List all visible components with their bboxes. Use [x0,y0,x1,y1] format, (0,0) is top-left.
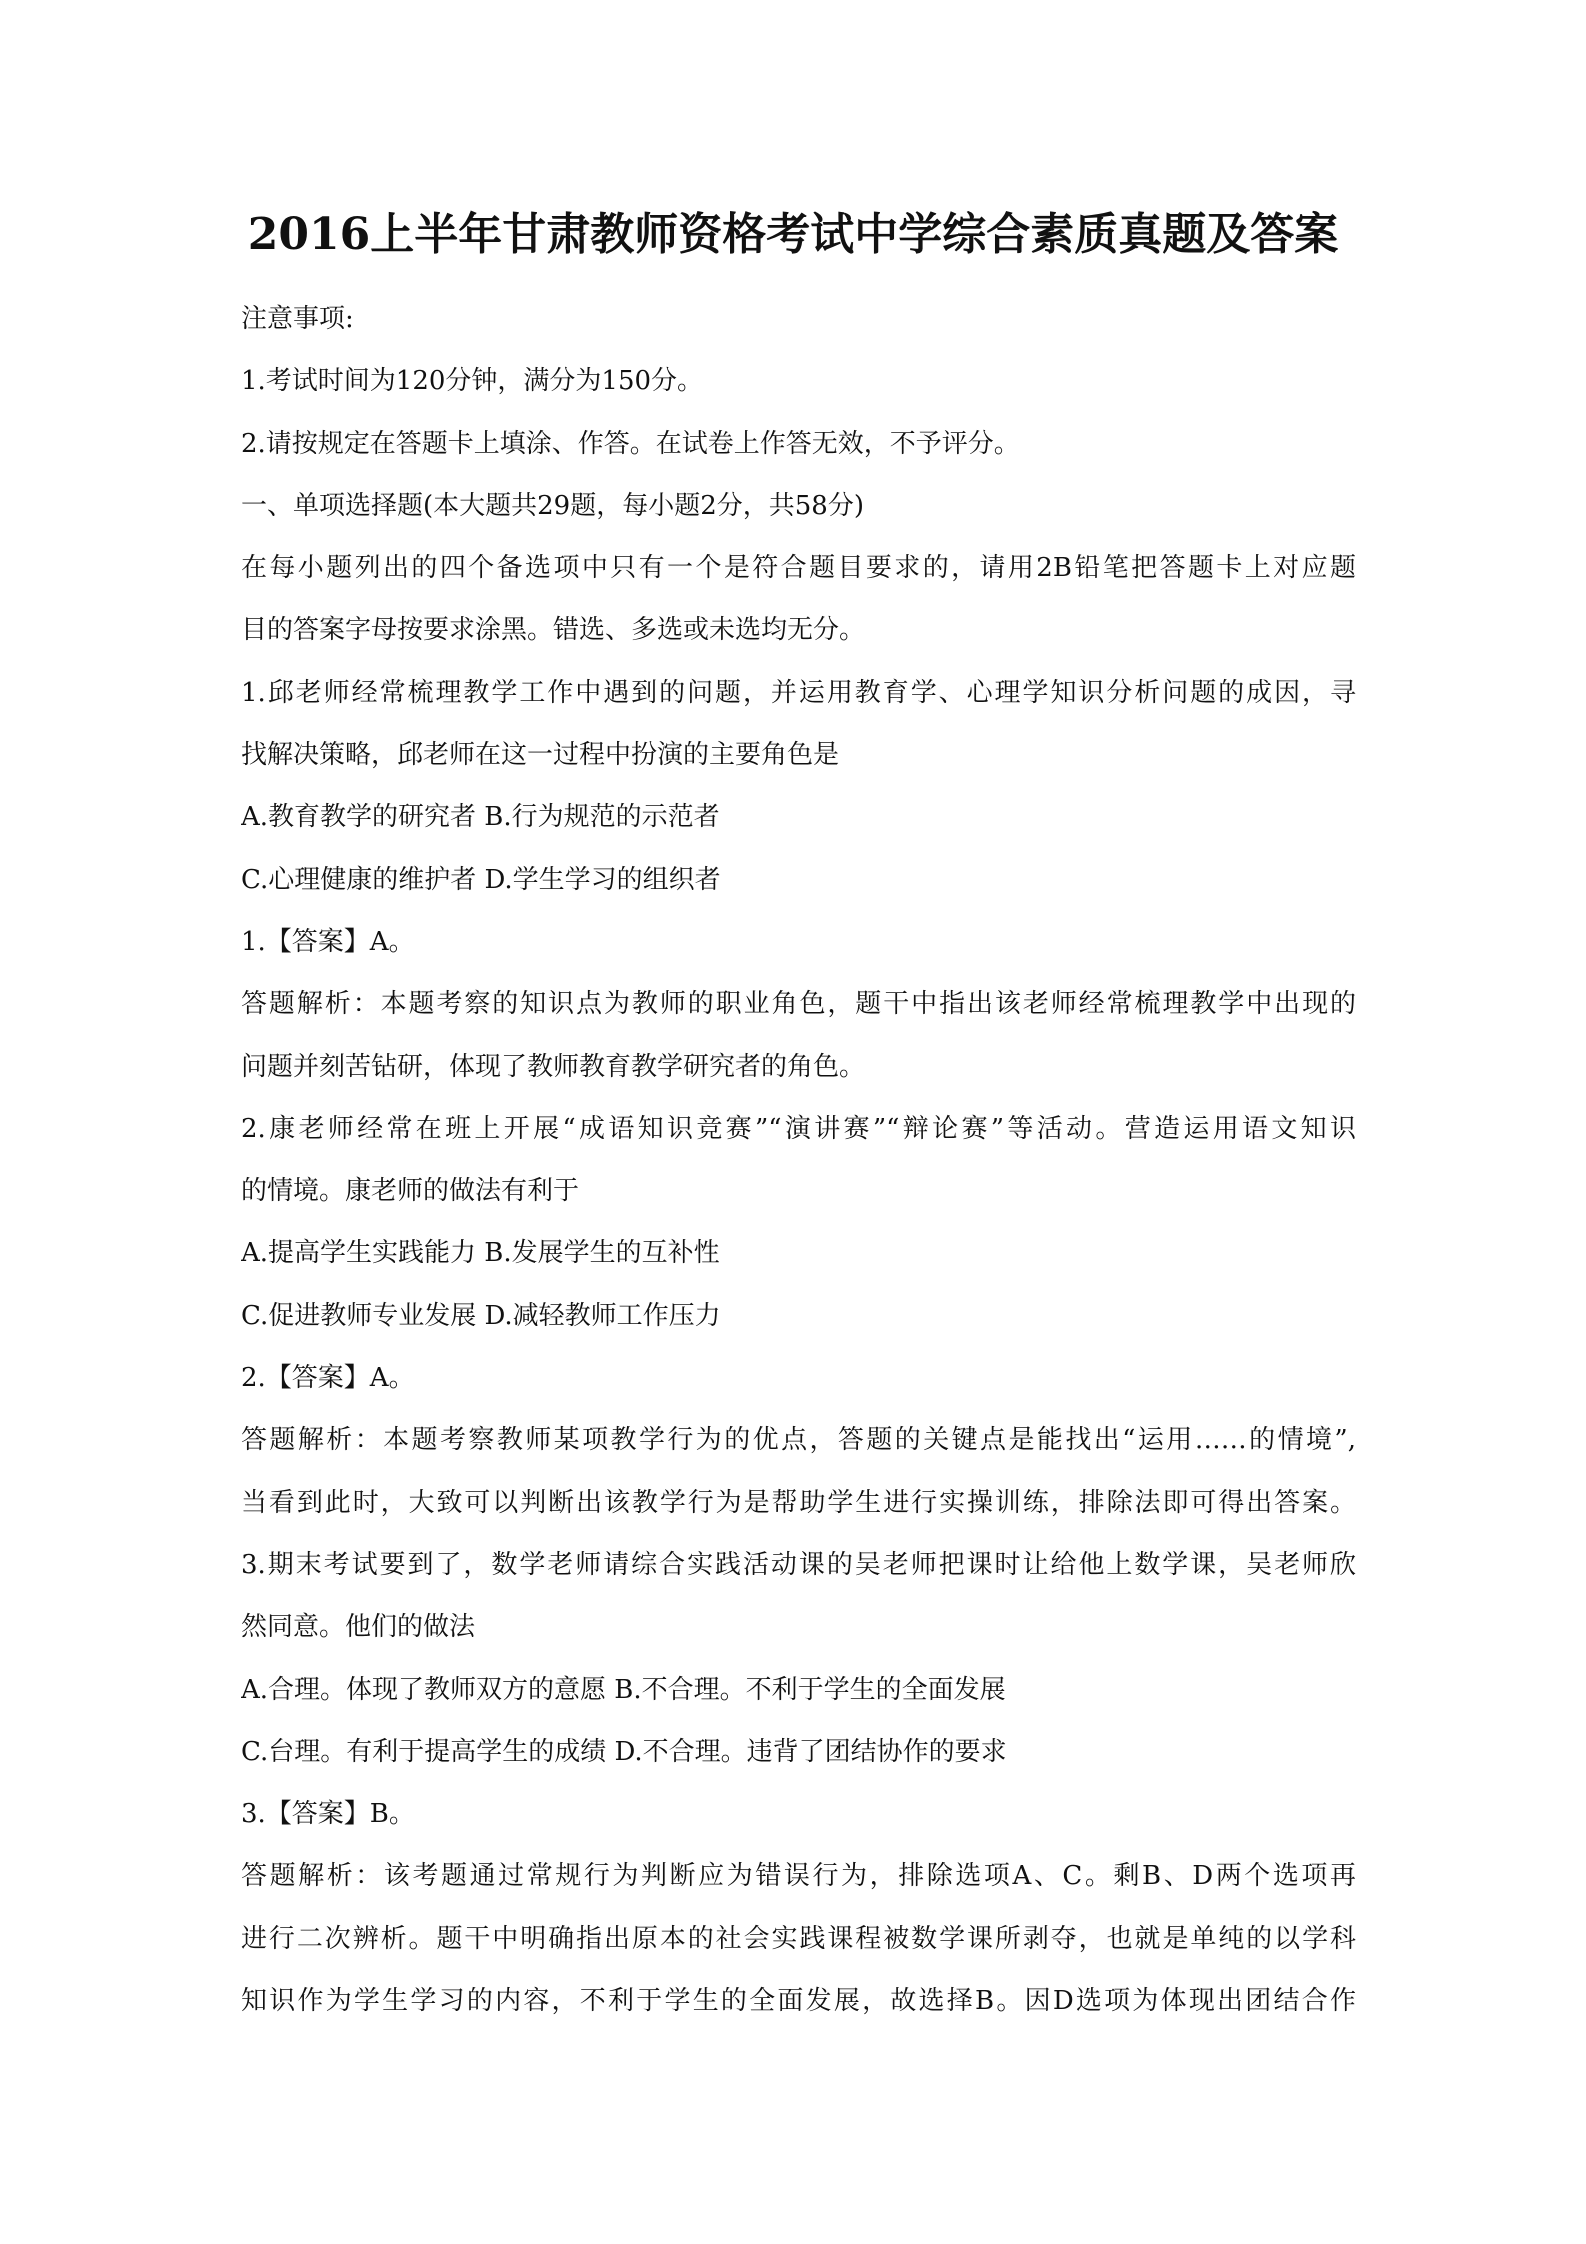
text-line: A.提高学生实践能力 B.发展学生的互补性 [241,1238,720,1269]
text-line: C.台理。有利于提高学生的成绩 D.不合理。违背了团结协作的要求 [241,1736,1007,1767]
text-line: 注意事项: [241,304,354,334]
text-line: 问题并刻苦钻研，体现了教师教育教学研究者的角色。 [241,1051,866,1082]
text-line: 当看到此时，大致可以判断出该教学行为是帮助学生进行实操训练，排除法即可得出答案。 [241,1487,1356,1518]
text-line: 2.康老师经常在班上开展“成语知识竞赛”“演讲赛”“辩论赛”等活动。营造运用语文知识 [241,1113,1356,1144]
text-line: 1.【答案】A。 [241,926,415,957]
text-line: A.合理。体现了教师双方的意愿 B.不合理。不利于学生的全面发展 [241,1674,1006,1705]
text-line: C.心理健康的维护者 D.学生学习的组织者 [241,864,721,895]
text-line: 3.期末考试要到了，数学老师请综合实践活动课的吴老师把课时让给他上数学课，吴老师欣 [241,1549,1356,1580]
text-line: 一、单项选择题(本大题共29题，每小题2分，共58分) [241,490,864,521]
document-body [241,288,1356,2032]
text-line: 2.请按规定在答题卡上填涂、作答。在试卷上作答无效，不予评分。 [241,428,1020,459]
text-line: 在每小题列出的四个备选项中只有一个是符合题目要求的，请用2B铅笔把答题卡上对应题 [241,553,1356,584]
text-line: 进行二次辨析。题干中明确指出原本的社会实践课程被数学课所剥夺，也就是单纯的以学科 [241,1923,1356,1954]
text-line: 2.【答案】A。 [241,1363,415,1394]
text-line: 1.邱老师经常梳理教学工作中遇到的问题，并运用教育学、心理学知识分析问题的成因，寻 [241,677,1356,708]
text-line: 3.【答案】B。 [241,1799,415,1830]
text-line: 找解决策略，邱老师在这一过程中扮演的主要角色是 [241,740,840,771]
text-line: 答题解析：本题考察教师某项教学行为的优点，答题的关键点是能找出“运用……的情境”, [241,1425,1356,1456]
document-title: 2016上半年甘肃教师资格考试中学综合素质真题及答案 [247,209,1339,260]
text-line: 然同意。他们的做法 [241,1612,476,1643]
text-line: A.教育教学的研究者 B.行为规范的示范者 [241,802,720,833]
text-line: C.促进教师专业发展 D.减轻教师工作压力 [241,1300,721,1331]
text-line: 1.考试时间为120分钟，满分为150分。 [241,366,704,397]
text-line: 答题解析：该考题通过常规行为判断应为错误行为，排除选项A、C。剩B、D两个选项再 [241,1861,1356,1892]
text-line: 的情境。康老师的做法有利于 [241,1176,580,1207]
text-line: 答题解析：本题考察的知识点为教师的职业角色，题干中指出该老师经常梳理教学中出现的 [241,989,1356,1020]
text-line: 目的答案字母按要求涂黑。错选、多选或未选均无分。 [241,615,866,646]
text-line: 知识作为学生学习的内容，不利于学生的全面发展，故选择B。因D选项为体现出团结合作 [241,1986,1356,2017]
